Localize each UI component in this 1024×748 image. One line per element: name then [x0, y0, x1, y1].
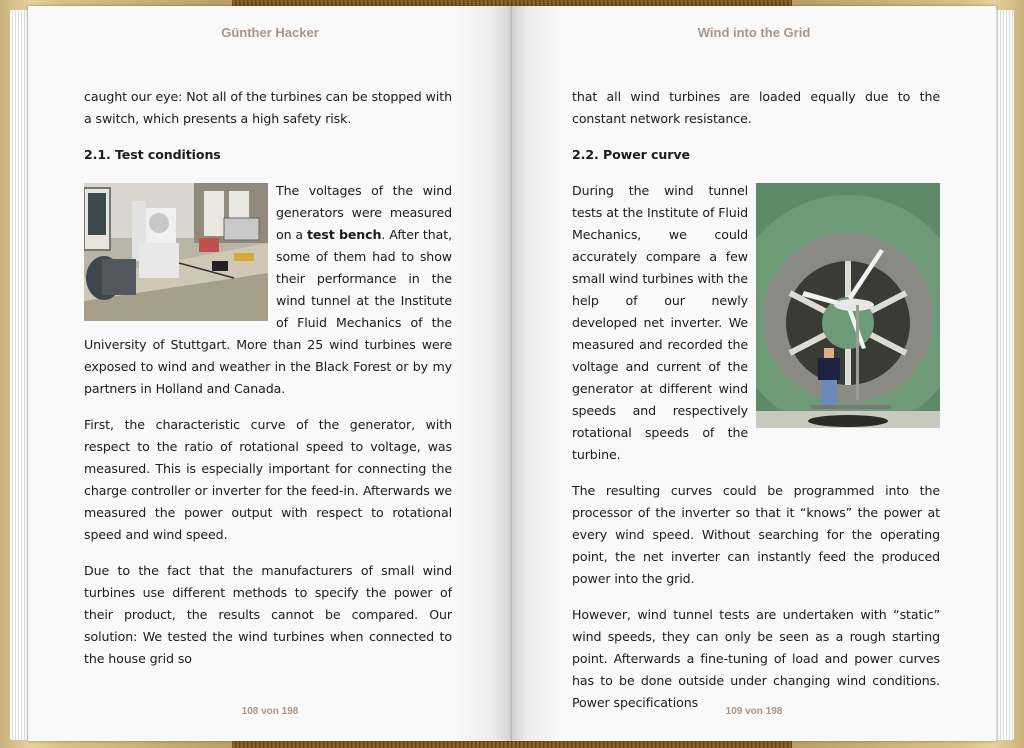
page-edges-left	[10, 10, 30, 740]
left-page-text	[84, 86, 452, 684]
paragraph	[84, 180, 452, 400]
paragraph-text: The voltages of the wind generators were measured on a	[276, 183, 452, 242]
paragraph-text: . After that, some of them had to show their performance in the wind tunnel at the Institute of Fluid Mechanics of the University of Stuttgart. More than 25 wind turbines were exposed to wind and weather in the Black Forest or by my partners in Holland and Canada.	[84, 227, 453, 396]
right-page[interactable]	[512, 6, 996, 741]
paragraph: The resulting curves could be programmed into the processor of the inverter so that it “knows” the power at every wind speed. Without searching for the operating point, the net inverter can instantly feed the produced power into the grid.	[572, 483, 940, 586]
paragraph	[572, 180, 940, 466]
spine-bottom	[232, 740, 792, 748]
bold-term: test bench	[306, 227, 382, 242]
section-heading: 2.2. Power curve	[572, 147, 690, 162]
right-running-head: Wind into the Grid	[697, 25, 811, 40]
paragraph-text: During the wind tunnel tests at the Institute of Fluid Mechanics, we could accurately compare a few small wind turbines with the help of our newly developed net inverter. We measured and recorded the voltage and current of the generator at different wind speeds and respectively rotational speeds of the turbine.	[572, 183, 748, 462]
left-page-number: 108 von 198	[241, 706, 299, 717]
section-heading: 2.1. Test conditions	[84, 147, 221, 162]
right-page-text	[572, 86, 940, 728]
left-page[interactable]	[28, 6, 512, 741]
wind-tunnel-photo[interactable]	[756, 183, 940, 428]
paragraph: However, wind tunnel tests are undertaken with “static” wind speeds, they can only be seen as a rough starting point. Afterwards a fine-tuning of load and power curves has to be done outside under changing wind conditions. Power specifications	[572, 607, 940, 710]
paragraph: that all wind turbines are loaded equally due to the constant network resistance.	[572, 89, 940, 126]
left-running-head: Günther Hacker	[221, 25, 319, 40]
test-bench-photo[interactable]	[84, 183, 268, 321]
paragraph: First, the characteristic curve of the generator, with respect to the ratio of rotational speed to voltage, was measured. This is especially important for connecting the charge controller or inverter for the feed-in. Afterwards we measured the power output with respect to rotational speed and wind speed.	[84, 417, 452, 542]
paragraph: Due to the fact that the manufacturers of small wind turbines use different methods to specify the power of their product, the results cannot be compared. Our solution: We tested the wind turbines when connected to the house grid so	[84, 563, 452, 666]
page-edges-right	[994, 10, 1014, 740]
paragraph: caught our eye: Not all of the turbines can be stopped with a switch, which presents a high safety risk.	[84, 89, 452, 126]
right-page-number: 109 von 198	[725, 706, 783, 717]
